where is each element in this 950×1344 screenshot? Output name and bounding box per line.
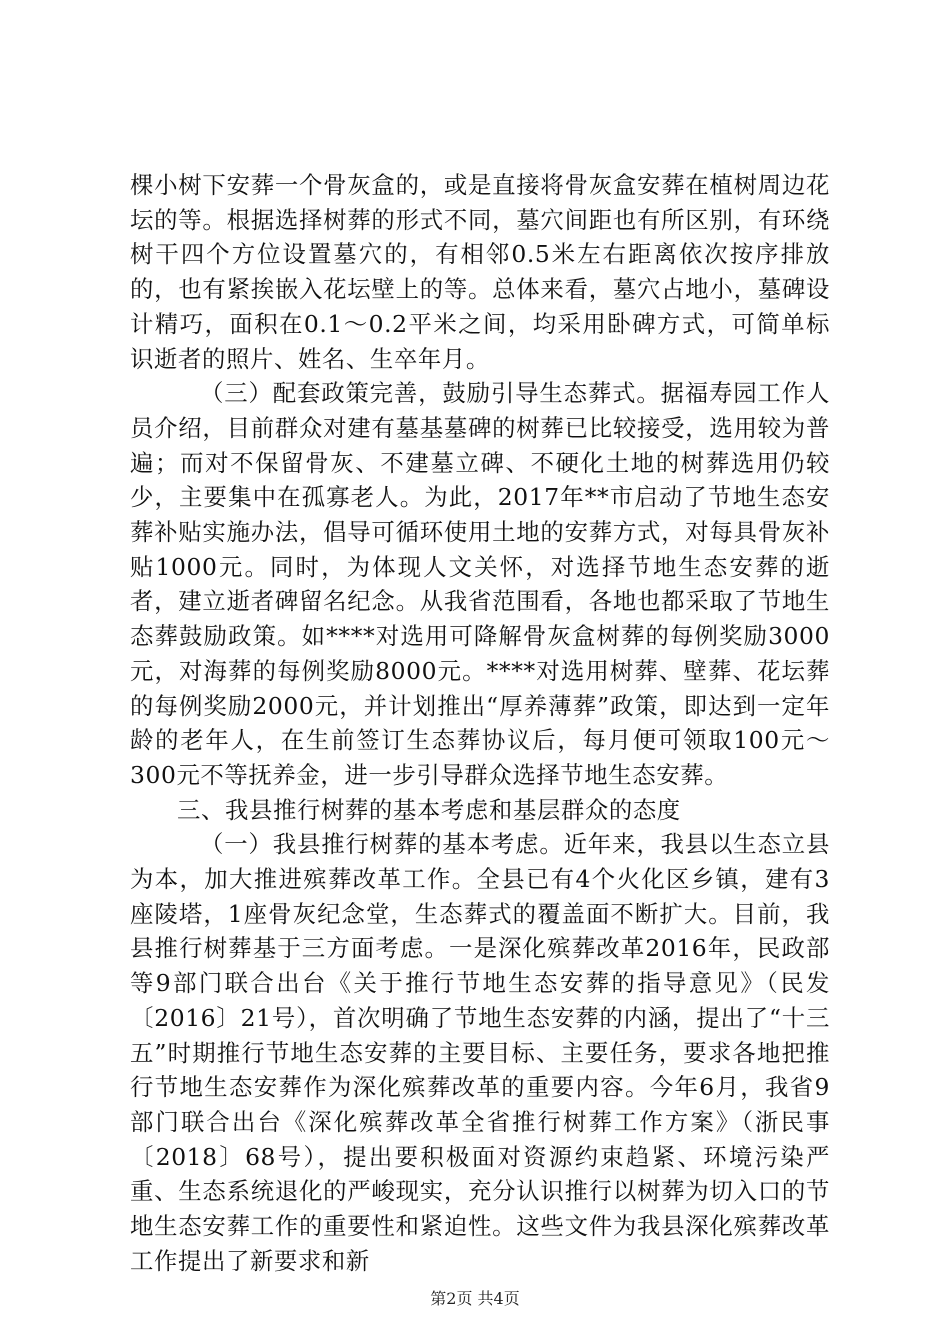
paragraph-basic-considerations: （一）我县推行树葬的基本考虑。近年来，我县以生态立县为本，加大推进殡葬改革工作。全县已有4个火化区乡镇，建有3座陵塔，1座骨灰纪念堂，生态葬式的覆盖面不断扩大。目前，我县推行树葬基于三方面考虑。一是深化殡葬改革2016年，民政部等9部门联合出台《关于推行节地生态安葬的指导意见》（民发〔2016〕21号），首次明确了节地生态安葬的内涵，提出了“十三五”时期推行节地生态安葬的主要目标、主要任务，要求各地把推行节地生态安葬作为深化殡葬改革的重要内容。今年6月，我省9部门联合出台《深化殡葬改革全省推行树葬工作方案》（浙民事〔2018〕68号），提出要积极面对资源约束趋紧、环境污染严重、生态系统退化的严峻现实，充分认识推行以树葬为切入口的节地生态安葬工作的重要性和紧迫性。这些文件为我县深化殡葬改革工作提出了新要求和新 xyxy=(130,830,830,1275)
paragraph-supporting-policies: （三）配套政策完善，鼓励引导生态葬式。据福寿园工作人员介绍，目前群众对建有墓基墓碑的树葬已比较接受，选用较为普遍；而对不保留骨灰、不建墓立碑、不硬化土地的树葬选用仍较少，主要集中在孤寡老人。为此，2017年**市启动了节地生态安葬补贴实施办法，倡导可循环使用土地的安葬方式，对每具骨灰补贴1000元。同时，为体现人文关怀，对选择节地生态安葬的逝者，建立逝者碑留名纪念。从我省范围看，各地也都采取了节地生态葬鼓励政策。如****对选用可降解骨灰盒树葬的每例奖励3000元，对海葬的每例奖励8000元。****对选用树葬、壁葬、花坛葬的每例奖励2000元，并计划推出“厚养薄葬”政策，即达到一定年龄的老年人，在生前签订生态葬协议后，每月便可领取100元～300元不等抚养金，进一步引导群众选择节地生态安葬。 xyxy=(130,379,830,789)
paragraph-tree-burial-layout: 棵小树下安葬一个骨灰盒的，或是直接将骨灰盒安葬在植树周边花坛的等。根据选择树葬的形式不同，墓穴间距也有所区别，有环绕树干四个方位设置墓穴的，有相邻0.5米左右距离依次按序排放的，也有紧挨嵌入花坛壁上的等。总体来看，墓穴占地小，墓碑设计精巧，面积在0.1～0.2平米之间，均采用卧碑方式，可简单标识逝者的照片、姓名、生卒年月。 xyxy=(130,171,830,373)
section-heading-3: 三、我县推行树葬的基本考虑和基层群众的态度 xyxy=(177,795,681,824)
document-body xyxy=(130,168,830,1279)
page-footer: 第2页 共4页 xyxy=(430,1289,520,1308)
